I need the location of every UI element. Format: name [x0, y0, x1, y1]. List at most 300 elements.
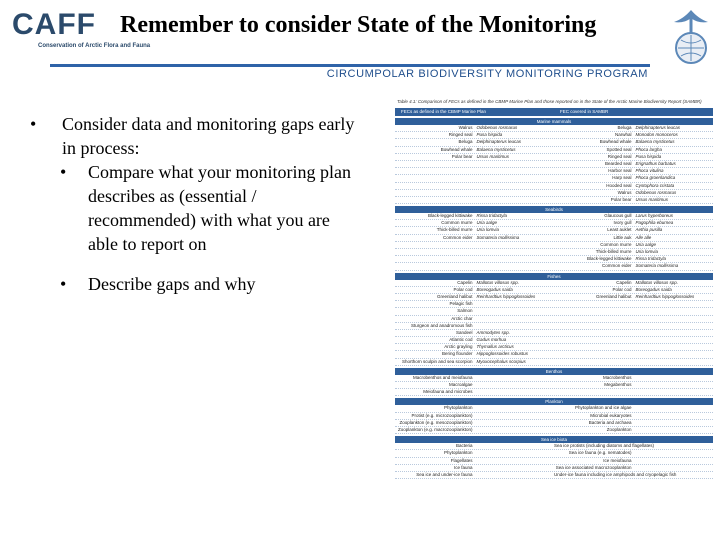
table-row	[395, 287, 713, 294]
common-name: Polar bear	[451, 153, 473, 159]
table-cell-sambr	[554, 301, 713, 307]
table-cell-sambr	[554, 465, 713, 471]
scientific-name	[636, 443, 714, 449]
table-cell-plan	[395, 227, 554, 233]
common-name: Walrus	[458, 125, 473, 130]
scientific-name: Myoxocephalus scorpius	[476, 358, 526, 364]
common-name: Sturgeon and anadromous fish	[410, 322, 473, 328]
table-cell-plan	[395, 190, 554, 196]
table-cell-plan	[395, 175, 554, 181]
scientific-name: Pagophila eburnea	[635, 220, 674, 226]
table-row	[395, 351, 713, 358]
table-cell-sambr	[554, 443, 713, 449]
common-name: Pelagic fish	[449, 301, 473, 307]
table-cell-plan	[395, 351, 554, 357]
common-name	[395, 168, 475, 174]
scientific-name	[634, 405, 714, 411]
common-name: Ivory gull	[613, 220, 632, 226]
scientific-name: Ursus maritimus	[635, 196, 669, 202]
scientific-name	[634, 337, 714, 343]
common-name: Black-legged kittiwake	[427, 213, 473, 219]
table-cell-plan	[395, 287, 554, 293]
common-name: Ice meiofauna	[603, 457, 632, 463]
scientific-name	[634, 420, 714, 426]
scientific-name	[636, 472, 714, 478]
scientific-name	[475, 375, 555, 381]
table-cell-sambr	[554, 450, 713, 456]
common-name: Least auklet	[607, 227, 632, 233]
table-cell-sambr	[554, 220, 713, 226]
table-cell-sambr	[554, 263, 713, 269]
common-name: Bering flounder	[441, 351, 473, 357]
scientific-name	[475, 190, 555, 196]
common-name	[395, 242, 475, 248]
common-name: Greenland halibut	[436, 293, 473, 299]
scientific-name: Reinhardtius hippoglossoides	[635, 293, 695, 299]
common-name: Walrus	[617, 189, 632, 195]
table-row	[395, 420, 713, 427]
table-cell-sambr	[554, 280, 713, 286]
table-cell-sambr	[554, 154, 713, 160]
common-name: Shorthorn sculpin and sea scorpion	[401, 358, 473, 364]
scientific-name: Mallotus villosus spp.	[476, 279, 520, 285]
common-name: Arctic char	[451, 315, 473, 321]
scientific-name	[475, 161, 555, 167]
common-name: Capelin	[616, 279, 632, 285]
scientific-name	[634, 450, 714, 456]
common-name	[554, 351, 634, 357]
table-cell-sambr	[554, 242, 713, 248]
table-row	[395, 465, 713, 472]
table-cell-plan	[395, 154, 554, 160]
table-cell-plan	[395, 301, 554, 307]
header-rule	[50, 64, 650, 67]
common-name: Microbial eukaryotes	[590, 412, 632, 418]
common-name: Beluga	[617, 125, 632, 130]
fec-comparison-table	[395, 97, 713, 534]
common-name	[395, 190, 475, 196]
scientific-name: Reinhardtius hippoglossoides	[476, 293, 536, 299]
common-name: Bowhead whale	[440, 146, 473, 152]
common-name: Phytoplankton	[443, 450, 473, 456]
table-cell-sambr	[554, 227, 713, 233]
scientific-name: Aethia pusilla	[635, 227, 663, 233]
scientific-name	[634, 344, 714, 350]
table-section-band: Sea ice biota	[395, 436, 713, 443]
common-name	[554, 301, 634, 307]
common-name: Under-ice fauna including ice amphipods and cryopelagic fish	[554, 471, 677, 477]
table-cell-plan	[395, 382, 554, 388]
scientific-name: Thymallus arcticus	[476, 344, 514, 350]
table-cell-plan	[395, 197, 554, 203]
table-cell-plan	[395, 256, 554, 262]
common-name: Polar bear	[610, 196, 632, 202]
scientific-name	[634, 458, 714, 464]
table-cell-sambr	[554, 256, 713, 262]
scientific-name: Ammodytes spp.	[476, 329, 511, 335]
table-cell-sambr	[554, 139, 713, 145]
scientific-name	[475, 316, 555, 322]
table-row	[395, 256, 713, 263]
table-header-right: FEC covered in SAMBR	[560, 109, 609, 114]
common-name: Macrobenthos and meiofauna	[412, 374, 473, 380]
table-cell-sambr	[554, 190, 713, 196]
table-cell-plan	[395, 323, 554, 329]
slide-title: Remember to consider State of the Monitoring	[120, 12, 597, 38]
table-row	[395, 405, 713, 412]
table-row	[395, 227, 713, 234]
table-cell-sambr	[554, 287, 713, 293]
scientific-name	[475, 382, 555, 388]
scientific-name: Mallotus villosus spp.	[635, 279, 679, 285]
table-cell-plan	[395, 220, 554, 226]
scientific-name	[475, 183, 555, 189]
common-name: Harbor seal	[608, 168, 632, 174]
table-cell-plan	[395, 249, 554, 255]
scientific-name: Odobenus rosmarus	[476, 125, 518, 130]
common-name: Bacteria and archaea	[588, 419, 632, 425]
table-cell-sambr	[554, 382, 713, 388]
table-section-band: Seabirds	[395, 206, 713, 213]
table-row	[395, 175, 713, 182]
common-name: Polar cod	[612, 286, 632, 292]
table-cell-plan	[395, 465, 554, 471]
table-cell-sambr	[554, 375, 713, 381]
table-cell-sambr	[554, 413, 713, 419]
table-row	[395, 323, 713, 330]
common-name: Black-legged kittiwake	[586, 256, 632, 262]
table-row	[395, 294, 713, 301]
scientific-name	[475, 389, 555, 395]
scientific-name: Delphinapterus leucas	[635, 125, 681, 130]
table-row	[395, 197, 713, 204]
table-cell-plan	[395, 458, 554, 464]
scientific-name	[475, 249, 555, 255]
table-row	[395, 235, 713, 242]
common-name: Atlantic cod	[449, 337, 473, 343]
caff-logo-text: CAFF	[12, 8, 96, 41]
table-cell-plan	[395, 427, 554, 433]
common-name: Common eider	[601, 263, 632, 269]
scientific-name: Uria aalge	[476, 220, 498, 226]
scientific-name: Boreogadus saida	[635, 286, 672, 292]
scientific-name: Somateria mollissima	[635, 263, 679, 269]
scientific-name: Uria lomvia	[476, 227, 500, 233]
common-name: Little auk	[613, 234, 632, 240]
table-cell-plan	[395, 420, 554, 426]
table-cell-sambr	[554, 183, 713, 189]
bullet-list	[30, 112, 360, 296]
table-cell-plan	[395, 161, 554, 167]
table-cell-plan	[395, 375, 554, 381]
table-cell-plan	[395, 183, 554, 189]
table-row	[395, 344, 713, 351]
table-cell-plan	[395, 213, 554, 219]
table-cell-sambr	[554, 337, 713, 343]
common-name: Ringed seal	[607, 153, 632, 159]
common-name: Common murre	[600, 241, 632, 247]
common-name: Polar cod	[453, 286, 473, 292]
table-section-band: Marine mammals	[395, 118, 713, 125]
scientific-name	[634, 427, 714, 433]
common-name: Zooplankton (e.g. macrozooplankton)	[397, 426, 473, 432]
common-name: Sea ice fauna (e.g. nematodes)	[568, 450, 632, 456]
table-cell-sambr	[554, 249, 713, 255]
table-section-band: Fishes	[395, 273, 713, 280]
table-row	[395, 337, 713, 344]
table-cell-sambr	[554, 389, 713, 395]
table-row	[395, 308, 713, 315]
common-name: Hooded seal	[606, 182, 632, 188]
common-name: Thick-billed murre	[436, 227, 473, 233]
common-name	[554, 323, 634, 329]
scientific-name	[634, 413, 714, 419]
bullet-compare-plan: • Compare what your monitoring plan describes as (essential / recommended) with what you are able to report on	[60, 160, 360, 256]
table-cell-sambr	[554, 330, 713, 336]
common-name	[395, 183, 475, 189]
table-cell-plan	[395, 308, 554, 314]
scientific-name: Hippoglossoides robustus	[476, 351, 529, 357]
table-cell-sambr	[554, 472, 713, 478]
scientific-name	[634, 330, 714, 336]
bullet-describe-gaps: • Describe gaps and why	[60, 272, 360, 296]
scientific-name: Cystophora cristata	[635, 182, 675, 188]
common-name: Sea ice protists (including diatoms and flagellates)	[554, 443, 655, 449]
scientific-name	[634, 359, 714, 365]
table-row	[395, 375, 713, 382]
table-row	[395, 458, 713, 465]
common-name	[395, 197, 475, 203]
scientific-name: Pusa hispida	[635, 153, 662, 159]
scientific-name	[475, 242, 555, 248]
common-name: Thick-billed murre	[595, 249, 632, 254]
scientific-name	[634, 375, 714, 381]
table-caption: Table 4.1: Comparison of FECs as defined in the CBMP Marine Plan and those reported on in the State of the Arctic Marine Biodiversity Report (SAMBR)	[397, 99, 702, 104]
table-cell-sambr	[554, 197, 713, 203]
table-cell-plan	[395, 344, 554, 350]
table-row	[395, 316, 713, 323]
common-name: Bacteria	[455, 443, 473, 449]
common-name	[554, 330, 634, 336]
table-cell-plan	[395, 263, 554, 269]
table-cell-plan	[395, 405, 554, 411]
scientific-name: Odobenus rosmarus	[635, 189, 677, 195]
scientific-name: Boreogadus saida	[476, 286, 513, 292]
table-row	[395, 443, 713, 450]
table-cell-sambr	[554, 458, 713, 464]
table-cell-plan	[395, 280, 554, 286]
common-name: Sea ice associated macrozooplankton	[555, 464, 632, 470]
table-header	[395, 108, 713, 116]
scientific-name	[475, 405, 555, 411]
scientific-name	[634, 301, 714, 307]
table-cell-sambr	[554, 420, 713, 426]
scientific-name	[475, 450, 555, 456]
common-name: Spotted seal	[606, 146, 632, 152]
common-name: Phytoplankton and ice algae	[574, 405, 632, 411]
scientific-name	[634, 351, 714, 357]
table-cell-plan	[395, 359, 554, 365]
table-cell-plan	[395, 316, 554, 322]
bullet-consider-gaps: • Consider data and monitoring gaps early in process:	[30, 112, 360, 160]
scientific-name: Larus hyperboreus	[635, 213, 674, 219]
scientific-name: Balaena mysticetus	[476, 146, 516, 152]
common-name: Glaucous gull	[604, 213, 632, 219]
scientific-name: Phoca groenlandica	[635, 175, 676, 181]
table-row	[395, 242, 713, 249]
table-cell-sambr	[554, 323, 713, 329]
common-name: Ice fauna	[453, 464, 473, 470]
table-row	[395, 190, 713, 197]
scientific-name	[475, 472, 555, 478]
table-cell-sambr	[554, 147, 713, 153]
caff-logo-subtext: Conservation of Arctic Flora and Fauna	[38, 43, 151, 49]
scientific-name: Rissa tridactyla	[635, 256, 667, 262]
table-row	[395, 154, 713, 161]
scientific-name	[634, 323, 714, 329]
table-cell-plan	[395, 294, 554, 300]
scientific-name	[475, 458, 555, 464]
common-name	[554, 308, 634, 314]
table-cell-sambr	[554, 168, 713, 174]
common-name	[395, 263, 475, 269]
program-subtitle: CIRCUMPOLAR BIODIVERSITY MONITORING PROGRAM	[326, 68, 648, 80]
table-row	[395, 301, 713, 308]
common-name: Common murre	[441, 220, 473, 226]
scientific-name: Balaena mysticetus	[635, 139, 675, 145]
scientific-name	[634, 382, 714, 388]
table-cell-sambr	[554, 294, 713, 300]
table-cell-plan	[395, 132, 554, 138]
table-cell-sambr	[554, 351, 713, 357]
scientific-name	[634, 465, 714, 471]
scientific-name	[475, 263, 555, 269]
table-cell-sambr	[554, 175, 713, 181]
scientific-name	[634, 308, 714, 314]
common-name: Flagellates	[450, 457, 473, 463]
table-cell-plan	[395, 235, 554, 241]
common-name	[554, 389, 634, 395]
table-section-band: Benthos	[395, 368, 713, 375]
scientific-name: Ursus maritimus	[476, 153, 510, 159]
table-row	[395, 413, 713, 420]
common-name: Greenland halibut	[595, 293, 632, 299]
table-row	[395, 330, 713, 337]
common-name: Sea ice and under-ice fauna	[416, 471, 473, 477]
scientific-name	[475, 323, 555, 329]
scientific-name	[475, 256, 555, 262]
table-row	[395, 427, 713, 434]
common-name	[395, 249, 475, 255]
table-cell-plan	[395, 242, 554, 248]
table-row	[395, 382, 713, 389]
common-name: Capelin	[457, 279, 473, 285]
table-row	[395, 147, 713, 154]
table-cell-plan	[395, 147, 554, 153]
scientific-name: Pusa hispida	[476, 132, 503, 138]
scientific-name	[475, 301, 555, 307]
common-name	[395, 175, 475, 181]
table-row	[395, 161, 713, 168]
table-row	[395, 472, 713, 479]
table-cell-sambr	[554, 213, 713, 219]
table-cell-plan	[395, 168, 554, 174]
common-name: Protist (e.g. microzooplankton)	[411, 412, 473, 418]
table-cell-plan	[395, 413, 554, 419]
scientific-name	[475, 420, 555, 426]
common-name: Bowhead whale	[599, 139, 632, 145]
common-name	[395, 161, 475, 167]
scientific-name	[475, 168, 555, 174]
common-name	[554, 344, 634, 350]
table-row	[395, 280, 713, 287]
table-row	[395, 132, 713, 139]
table-row	[395, 183, 713, 190]
common-name: Macroalgae	[448, 382, 473, 387]
table-row	[395, 220, 713, 227]
common-name: Salmon	[457, 308, 473, 314]
scientific-name	[634, 316, 714, 322]
table-row	[395, 359, 713, 366]
table-cell-plan	[395, 139, 554, 145]
common-name: Zooplankton (e.g. mesozooplankton)	[399, 419, 473, 425]
table-cell-sambr	[554, 308, 713, 314]
common-name: Harp seal	[612, 175, 632, 181]
table-cell-plan	[395, 389, 554, 395]
scientific-name	[475, 443, 555, 449]
common-name: Phytoplankton	[443, 405, 473, 411]
scientific-name: Alle alle	[635, 234, 652, 240]
common-name: Macrobenthos	[602, 374, 632, 380]
table-cell-sambr	[554, 316, 713, 322]
table-cell-plan	[395, 330, 554, 336]
table-row	[395, 389, 713, 396]
scientific-name: Phoca largha	[635, 146, 663, 152]
table-cell-plan	[395, 125, 554, 131]
scientific-name: Phoca vitulina	[635, 168, 664, 174]
table-header-left: FECs as defined in the CBMP Marine Plan	[401, 109, 486, 114]
table-row	[395, 139, 713, 146]
table-row	[395, 263, 713, 270]
scientific-name	[475, 413, 555, 419]
common-name	[554, 316, 634, 322]
table-cell-sambr	[554, 161, 713, 167]
table-row	[395, 125, 713, 132]
common-name: Sandeel	[455, 329, 473, 335]
table-row	[395, 249, 713, 256]
scientific-name: Somateria mollissima	[476, 234, 520, 240]
common-name: Beluga	[458, 139, 473, 145]
table-cell-plan	[395, 443, 554, 449]
common-name	[554, 359, 634, 365]
scientific-name: Erignathus barbatus	[635, 160, 676, 166]
common-name: Meiofauna and microbes	[423, 389, 473, 395]
table-cell-sambr	[554, 359, 713, 365]
table-cell-sambr	[554, 125, 713, 131]
common-name: Ringed seal	[448, 132, 473, 138]
scientific-name	[475, 308, 555, 314]
scientific-name: Uria aalge	[635, 241, 657, 247]
common-name: Bearded seal	[604, 160, 632, 166]
table-cell-plan	[395, 337, 554, 343]
scientific-name	[475, 465, 555, 471]
scientific-name	[475, 427, 555, 433]
common-name: Megabenthos	[604, 382, 632, 387]
common-name: Narwhal	[614, 132, 632, 138]
scientific-name: Delphinapterus leucas	[476, 139, 522, 145]
table-cell-sambr	[554, 235, 713, 241]
table-cell-plan	[395, 472, 554, 478]
